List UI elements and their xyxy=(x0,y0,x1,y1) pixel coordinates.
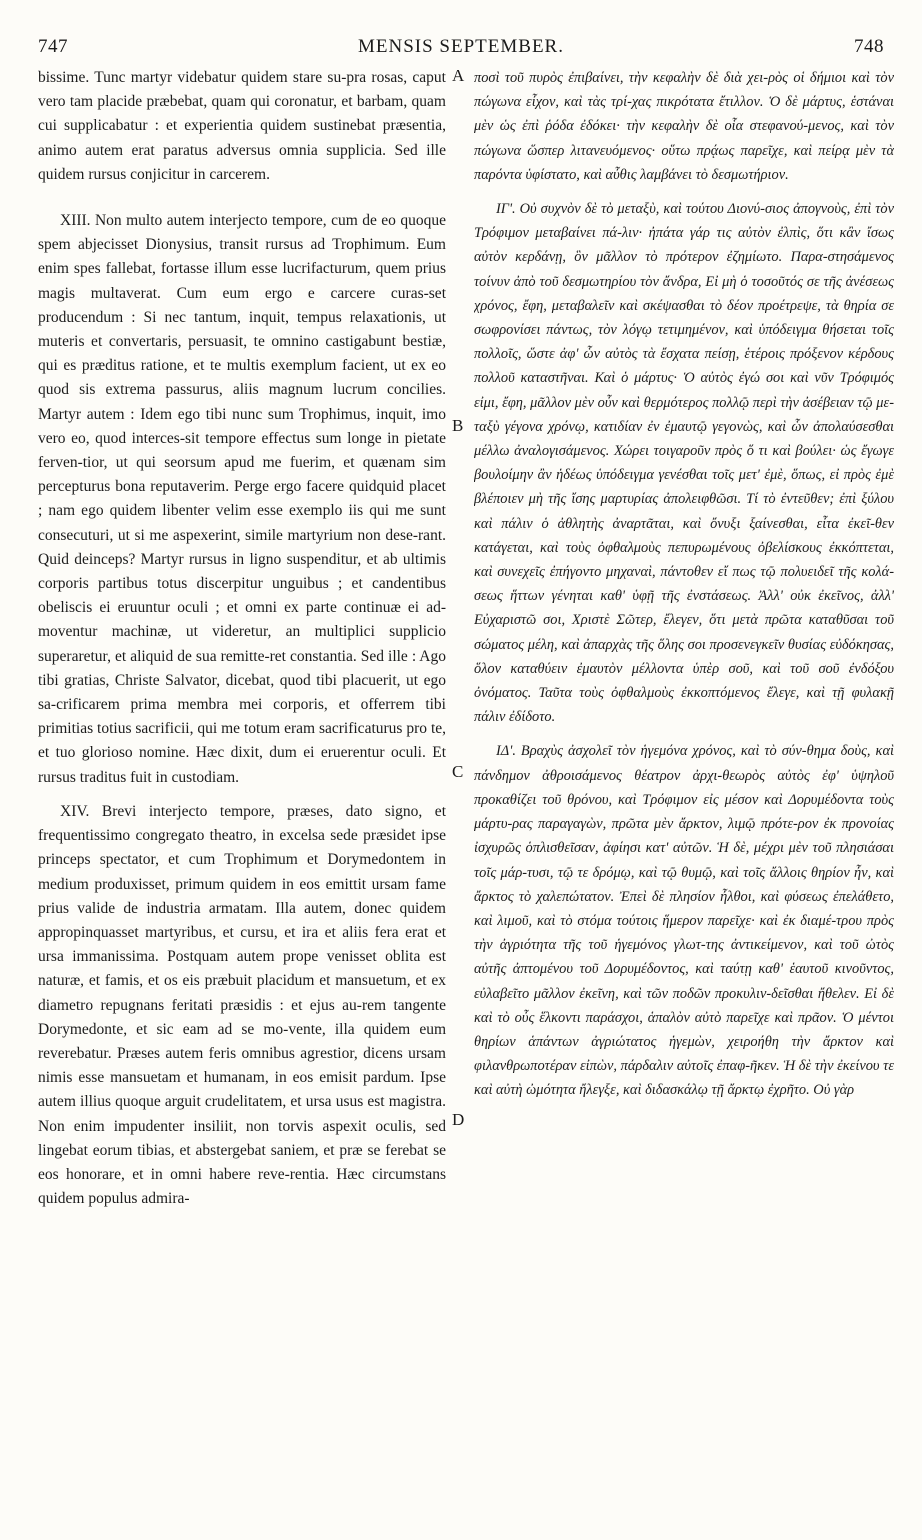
latin-section-xiii: XIII. Non multo autem interjecto tempore, cum de eo quoque spem abjecisset Dionysius, transit rursus ad Trophimum. Eum enim spes fallebat, fortasse illum esse lucrifacturum, quem prius magis multaverat. Cum eum ergo e carcere curas-set producendum : Si nec tantum, inquit, tempus relaxationis, ut muteris et convertaris, persuasit, te omnino castigabunt bestiæ, qui es præditus ratione, et te multis exemplum facient, ut ex eo quod sis extrema passurus, aliis magnum lucrum concilies. Martyr autem : Idem ego tibi nunc sum Trophimus, inquit, imo vero eo, quod interces-sit tempore effectus sum longe in pietate ferven-tior, ut qui seorsum apud me fuerim, et quænam sim percepturus bona reputaverim. Perge ergo facere quidquid placet ; nam ego quidem libenter velim esse exemplo iis qui me sunt consecuturi, ut si me aspexerint, simile martyrium non dese-rant. Quid deinceps? Martyr rursus in ligno suspenditur, et ab ultimis corporis partibus totus discerpitur unguibus ; et candentibus obeliscis ei eruuntur oculi ; et omni ex parte continuæ ei ad-moventur machinæ, ut videretur, an multiplici supplicio superaretur, et aliquid de sua remitte-ret constantia. Sed ille : Ago tibi gratias, Christe Salvator, dicebat, quod tibi placuerit, ut ego sa-crificarem prima membra mei corporis, et offerrem tibi primitias totius sacrificii, qui me totum eram sacrificaturus pro te, et tuo glorioso nomine. Hæc dixit, dum ei eruerentur oculi. Et rursus traditus fuit in custodiam. xyxy=(38,212,446,786)
margin-letter-d: D xyxy=(452,1110,465,1129)
latin-paragraph-continuation: bissime. Tunc martyr videbatur quidem stare su-pra rosas, caput vero tam placide præbebat, quam qui coronatur, et barbam, quam cui supplicabatur : et experientia quidem sustinebat præsentia, animo autem erat paratus adversus omnia supplicia. Sed ille quidem rursus conjicitur in carcerem. xyxy=(38,69,446,183)
margin-letter-c: C xyxy=(452,762,464,781)
greek-column xyxy=(474,66,894,1516)
greek-paragraph-continuation: ποσὶ τοῦ πυρὸς ἐπιβαίνει, τὴν κεφαλὴν δὲ διὰ χει-ρὸς οἱ δήμιοι καὶ τὸν πώγωνα εἶχον, καὶ τὰς τρί-χας πικρότατα ἔτιλλον. Ὁ δὲ μάρτυς, ἑστάναι μὲν ὡς ἐπὶ ῥόδα ἐδόκει· τὴν κεφαλὴν δὲ οἷα στεφανού-μενος, καὶ τὸν πώγωνα ὥσπερ λιτανευόμενος· οὕτω πρᾴως παρεῖχε, καὶ πείρᾳ μὲν τὰ παρόντα ὑφίστατο, καὶ αὖθις λαμβάνει τὸ δεσμωτήριον. xyxy=(474,70,894,183)
margin-letter-b: B xyxy=(452,416,464,435)
page-number-right: 748 xyxy=(854,36,884,57)
page-header xyxy=(30,36,892,62)
latin-section-xiv: XIV. Brevi interjecto tempore, præses, dato signo, et frequentissimo congregato theatro, in excelsa sede præsidet ipse princeps spectator, et cum Trophimum et Dorymedontem in medium produxisset, primum quidem in eos emittit ursam fame prius valide de industria armatam. Illa autem, donec quidem appropinquasset martyribus, et cursu, et ira et aliis fera erat et ursa immanissima. Postquam autem prope venisset oblita est naturæ, et famis, et os eis præbuit placidum et mansuetum, et ex diametro repugnans feritati præsidis : et ejus au-rem tangente Dorymedonte, et sic eam ad se mo-vente, illa quidem eum reverebatur. Præses autem feris omnibus agrestior, dicens ursam nimis esse mansuetam et humanam, in eos emisit pardum. Ipse autem illius quoque arguit crudelitatem, et ursa usus est magistra. Non enim impudenter insiliit, non torvis aspexit oculis, sed lingebat eorum tibias, et abstergebat saniem, et præ se ferebat se eos honorare, et in omni habere reve-rentia. Hæc circumstans quidem populus admira- xyxy=(38,802,446,1208)
latin-column xyxy=(38,66,446,1516)
page-number-left: 747 xyxy=(38,36,68,57)
greek-section-14: ΙΔʹ. Βραχὺς ἀσχολεῖ τὸν ἡγεμόνα χρόνος, καὶ τὸ σύν-θημα δοὺς, καὶ πάνδημον ἀθροισάμενος θέατρον ἀρχι-θεωρὸς αὐτὸς ἐφ' ὑψηλοῦ προκαθίζει τοῦ θρόνου, καὶ Τρόφιμον εἰς μέσον καὶ Δορυμέδοντα τοὺς μάρτυ-ρας παραγαγὼν, πρῶτα μὲν ἄρκτον, λιμῷ πρότε-ρον ἐκ προνοίας ἰσχυρῶς ὁπλισθεῖσαν, ἀφίησι κατ' αὐτῶν. Ἡ δὲ, μέχρι μὲν τοῦ πλησιάσαι τοῖς μάρ-τυσι, τῷ τε δρόμῳ, καὶ τῷ θυμῷ, καὶ τοῖς ἄλλοις θηρίον ἦν, καὶ ἄρκτος τὸ χαλεπώτατον. Ἐπεὶ δὲ πλησίον ἦλθοι, καὶ φύσεως ἐπελάθετο, καὶ λιμοῦ, καὶ τὸ στόμα τούτοις ἥμερον παρεῖχε· καὶ ἐκ διαμέ-τρου πρὸς τὴν ἀγριότητα τῆς τοῦ ἡγεμόνος γλωτ-της ἀντικείμενον, καὶ τοῦ ὠτὸς αὐτῆς ἀπτομένου τοῦ Δορυμέδοντος, καὶ ταύτῃ καθ' ἑαυτοῦ κινοῦντος, εὐλαβεῖτο μᾶλλον ἐκεῖνη, καὶ τῶν ποδῶν προκυλιν-δεῖσθαι ἤθελεν. Εἰ δὲ καὶ τὸ οὖς ἕλκοντι παράσχοι, ἁπαλὸν αὐτὸ παρεῖχε καὶ πρᾶον. Ὁ μέντοι θηρίων ἁπάντων ἀγριώτατος ἡγεμὼν, χειροήθη τὴν ἄρκτον καὶ φιλανθρωποτέραν εἰπὼν, πάρδαλιν αὐτοῖς ἐπαφ-ῆκεν. Ἡ δὲ τὴν ἐκείνου τε καὶ αὐτὴ ὠμότητα ἤλεγξε, καὶ διδασκάλῳ τῇ ἄρκτῳ ἐχρῆτο. Οὐ γὰρ xyxy=(474,743,894,1099)
greek-section-13: ΙΓʹ. Οὐ συχνὸν δὲ τὸ μεταξὺ, καὶ τούτου Διονύ-σιος ἀπογνοὺς, ἐπὶ τὸν Τρόφιμον μεταβαίνει πά-λιν· ἠπάτα γάρ τις αὐτὸν ἐλπὶς, ὅτι κἂν ἴσως αὐτὸν κερδάνῃ, ὃν μᾶλλον τὸ πρότερον ἐζημίωτο. Παρα-στησάμενος τοίνυν ἀπὸ τοῦ δεσμωτηρίου τὸν ἄνδρα, Εἰ μὴ ὁ τοσοῦτός σε τῆς ἀνέσεως χρόνος, ἔφη, μεταβαλεῖν καὶ σκέψασθαι τὸ δέον προέτρεψε, τὰ θηρία σε σωφρονίσει πάντως, τὸν λόγῳ τετιμημένον, καὶ ὑπόδειγμα θήσεται τοῖς πολλοῖς, ὥστε ἀφ' ὧν αὐτὸς τὰ ἔσχατα πείσῃ, ἑτέροις πρόξενον κέρδους πολλοῦ καταστῆναι. Καὶ ὁ μάρτυς· Ὁ αὐτὸς ἐγώ σοι καὶ νῦν Τρόφιμός εἰμι, ἔφη, μᾶλλον μὲν οὖν καὶ θερμότερος πολλῷ περὶ τὴν ἀσέβειαν τῷ με-ταξὺ γέγονα χρόνῳ, κατιδίαν ἐν ἐμαυτῷ γεγονὼς, καὶ ὧν ἀπολαύσεσθαι μέλλω ἀναλογισάμενος. Χώρει τοιγαροῦν πρὸς ὅ τι καὶ βούλει· ὡς ἔγωγε βουλοίμην ἂν ἡδέως ὑπόδειγμα γενέσθαι τοῖς μετ' ἐμὲ, ὅπως, εἰ πρὸς ἐμὲ βλέποιεν μὴ τῆς ἴσης μαρτυρίας ἀπολειφθῶσι. Τί τὸ ἐντεῦθεν; ἐπὶ ξύλου καὶ πάλιν ὁ ἀθλητὴς ἀναρτᾶται, καὶ ὄνυξι ξαίνεσθαι, εἶτα ἐκεῖ-θεν κατάγεται, καὶ τοὺς ὀφθαλμοὺς πεπυρωμένους ὀβελίσκους ἐκκόπτεται, καὶ συνεχεῖς ἐπήγοντο μηχαναὶ, πάντοθεν εἴ πως τῷ πολυειδεῖ τῆς κολά-σεως ἥττων γένηται καθ' ὑφῇ τῆς ἐνστάσεως. Ἀλλ' οὐκ ἐκεῖνος, ἀλλ' Εὐχαριστῶ σοι, Χριστὲ Σῶτερ, ἔλεγεν, ὅτι μετὰ πρῶτα καταθῦσαι τοῦ σώματος μέλη, καὶ ἀπαρχὰς τῆς ὅλης σοι προσενεγκεῖν θυσίας εὐδόκησας, ὅλον καταθύειν ἐμαυτὸν μέλλοντα ὑπὲρ σοῦ, καὶ τοῦ σοῦ ἐνδόξου ὀνόματος. Ταῦτα τοὺς ὀφθαλμοὺς ἐκκοπτόμενος ἔλεγε, καὶ τῇ φυλακῇ πάλιν ἐδίδοτο. xyxy=(474,201,894,726)
margin-letter-a: A xyxy=(452,66,465,85)
running-title: MENSIS SEPTEMBER. xyxy=(358,36,564,57)
